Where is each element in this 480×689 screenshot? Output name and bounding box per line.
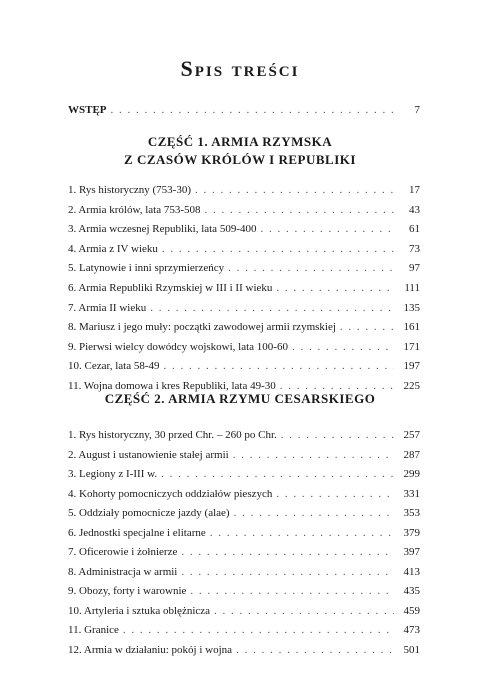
dot-leader <box>234 505 394 521</box>
entry-page: 7 <box>414 104 420 116</box>
part1-heading-line1: CZĘŚĆ 1. ARMIA RZYMSKA <box>147 134 333 149</box>
toc-entry <box>68 466 420 482</box>
entry-page: 501 <box>403 643 420 656</box>
dot-leader <box>228 260 394 276</box>
entry-label: 2. August i ustanowienie stałej armii <box>68 448 229 461</box>
toc-entry <box>68 447 420 463</box>
dot-leader <box>123 622 394 638</box>
entry-page: 43 <box>409 203 420 216</box>
entry-page: 257 <box>403 429 420 441</box>
entry-page: 171 <box>403 340 420 353</box>
toc-entry <box>68 358 420 374</box>
entry-page: 473 <box>403 624 420 636</box>
toc-entry <box>68 202 420 218</box>
entry-label: 7. Oficerowie i żołnierze <box>68 546 178 558</box>
entry-page: 299 <box>403 468 420 480</box>
dot-leader <box>233 447 394 463</box>
entry-page: 97 <box>409 262 420 275</box>
toc-entry <box>68 486 420 502</box>
toc-entry <box>68 427 420 443</box>
entry-page: 379 <box>403 526 420 539</box>
toc-entry-intro <box>68 102 420 118</box>
entry-page: 435 <box>403 585 420 597</box>
dot-leader <box>276 280 394 296</box>
entry-page: 61 <box>409 223 420 236</box>
entry-label: 12. Armia w działaniu: pokój i wojna <box>68 643 233 656</box>
toc-entry <box>68 603 420 619</box>
entry-label: 1. Rys historyczny, 30 przed Chr. – 260 po Chr. <box>68 429 277 441</box>
entry-page: 331 <box>403 487 420 500</box>
entry-page: 17 <box>409 184 420 196</box>
dot-leader <box>161 466 394 482</box>
toc-entry <box>68 564 420 580</box>
dot-leader <box>281 427 394 443</box>
entry-page: 353 <box>403 507 420 519</box>
toc-entry <box>68 280 420 296</box>
entry-label: 9. Pierwsi wielcy dowódcy wojskowi, lata 100-60 <box>68 340 288 353</box>
entry-page: 225 <box>403 380 420 392</box>
toc-entry <box>68 505 420 521</box>
toc-entry <box>68 544 420 560</box>
entry-page: 135 <box>403 301 420 314</box>
entry-label: 5. Oddziały pomocnicze jazdy (alae) <box>68 507 230 519</box>
toc-entry <box>68 525 420 541</box>
entry-label: 10. Cezar, lata 58-49 <box>68 360 160 373</box>
entry-label: 9. Obozy, forty i warownie <box>68 585 187 597</box>
entry-label: 4. Armia z IV wieku <box>68 242 158 255</box>
dot-leader <box>111 102 394 118</box>
dot-leader <box>181 544 394 560</box>
dot-leader <box>236 642 394 658</box>
dot-leader <box>150 300 394 316</box>
entry-label: WSTĘP <box>68 104 107 116</box>
toc-entry <box>68 182 420 198</box>
entry-label: 3. Armia wczesnej Republiki, lata 509-400 <box>68 223 257 236</box>
toc-entry <box>68 642 420 658</box>
dot-leader <box>340 319 394 335</box>
toc-entry <box>68 583 420 599</box>
entry-page: 197 <box>403 360 420 373</box>
dot-leader <box>276 486 394 502</box>
dot-leader <box>260 221 394 237</box>
entry-label: 11. Granice <box>68 624 119 636</box>
entry-page: 161 <box>403 321 420 334</box>
entry-page: 287 <box>403 448 420 461</box>
entry-label: 11. Wojna domowa i kres Republiki, lata 49-30 <box>68 380 276 392</box>
dot-leader <box>190 583 394 599</box>
entry-page: 459 <box>403 604 420 617</box>
entry-label: 5. Latynowie i inni sprzymierzeńcy <box>68 262 225 275</box>
entry-label: 3. Legiony z I-III w. <box>68 468 158 480</box>
dot-leader <box>164 358 395 374</box>
entry-label: 4. Kohorty pomocniczych oddziałów pieszych <box>68 487 273 500</box>
toc-entry <box>68 622 420 638</box>
toc-entry <box>68 339 420 355</box>
toc-entry <box>68 300 420 316</box>
dot-leader <box>214 603 394 619</box>
page-title: Spis treści <box>180 56 300 81</box>
toc-entry <box>68 319 420 335</box>
part1-heading-line2: Z CZASÓW KRÓLÓW I REPUBLIKI <box>124 152 356 167</box>
dot-leader <box>181 564 394 580</box>
entry-label: 6. Armia Republiki Rzymskiej w III i II wieku <box>68 282 273 294</box>
entry-page: 413 <box>403 565 420 578</box>
entry-label: 6. Jednostki specjalne i elitarne <box>68 526 206 539</box>
entry-page: 73 <box>409 242 420 255</box>
entry-label: 1. Rys historyczny (753-30) <box>68 184 191 196</box>
part2-heading: CZĘŚĆ 2. ARMIA RZYMU CESARSKIEGO <box>104 391 376 406</box>
dot-leader <box>204 202 394 218</box>
entry-label: 8. Mariusz i jego muły: początki zawodowej armii rzymskiej <box>68 321 336 334</box>
dot-leader <box>162 241 394 257</box>
toc-entry <box>68 241 420 257</box>
entry-page: 397 <box>403 546 420 558</box>
entry-label: 2. Armia królów, lata 753-508 <box>68 203 201 216</box>
dot-leader <box>210 525 394 541</box>
entry-label: 7. Armia II wieku <box>68 301 147 314</box>
dot-leader <box>195 182 394 198</box>
toc-entry <box>68 221 420 237</box>
toc-entry <box>68 260 420 276</box>
entry-label: 8. Administracja w armii <box>68 565 178 578</box>
entry-page: 111 <box>404 282 420 294</box>
entry-label: 10. Artyleria i sztuka oblężnicza <box>68 604 211 617</box>
dot-leader <box>292 339 394 355</box>
